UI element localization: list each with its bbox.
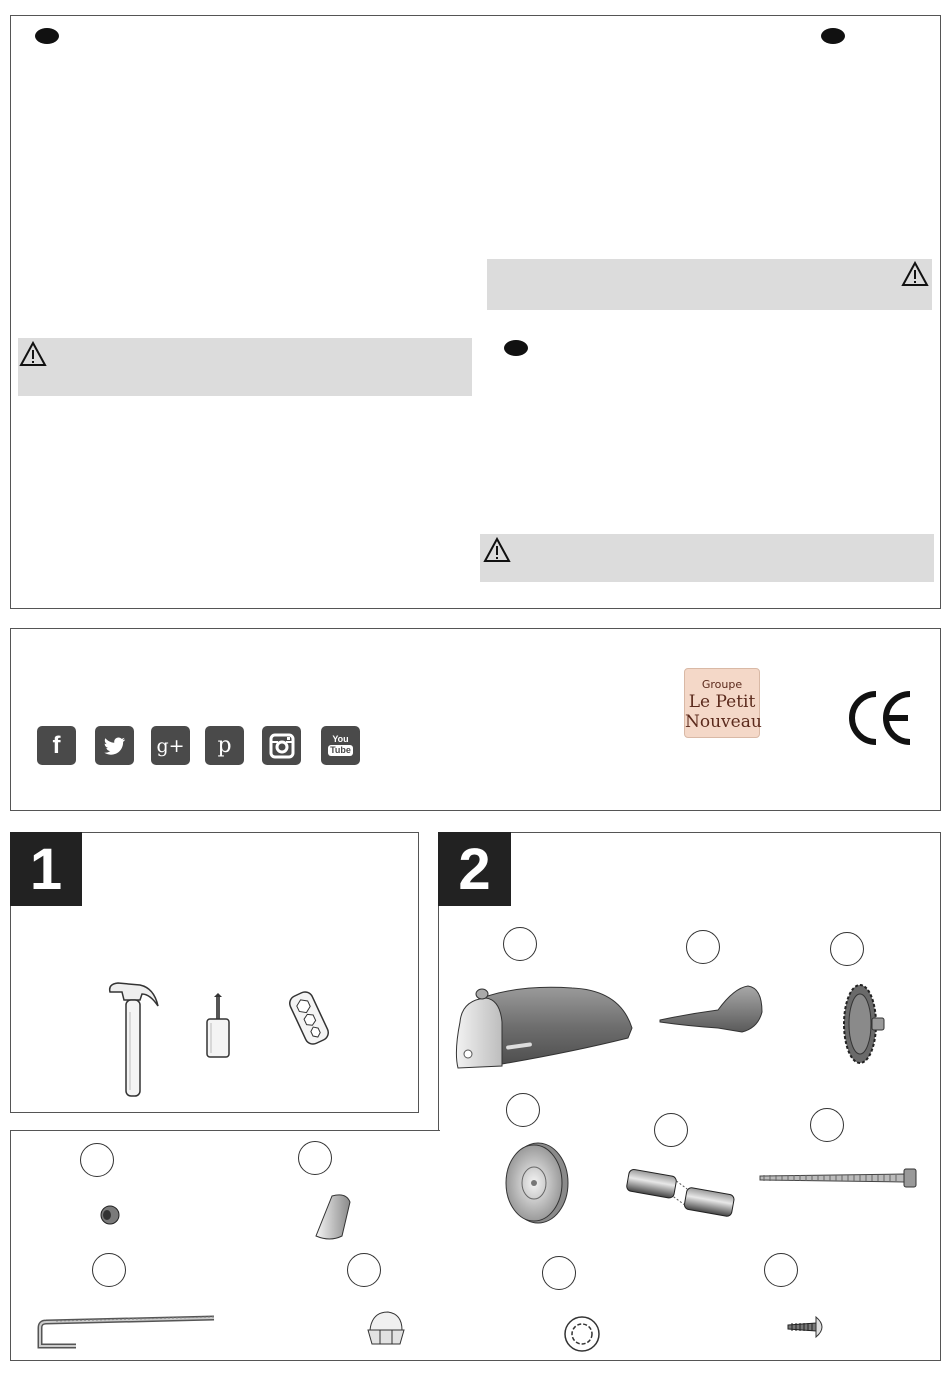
part-callout-circle bbox=[830, 932, 864, 966]
gear-wheel-part bbox=[840, 982, 886, 1066]
wheel-part bbox=[500, 1140, 570, 1226]
part-callout-circle bbox=[506, 1093, 540, 1127]
hammer-icon bbox=[106, 982, 162, 1098]
part-callout-circle bbox=[810, 1108, 844, 1142]
warning-triangle-icon bbox=[901, 261, 929, 287]
youtube-label-top: You bbox=[332, 734, 349, 744]
part-callout-circle bbox=[764, 1253, 798, 1287]
warning-triangle-icon bbox=[19, 341, 47, 367]
small-parts-mask bbox=[430, 1131, 450, 1360]
language-marker-1 bbox=[35, 28, 59, 44]
logo-line-2: Le Petit bbox=[688, 692, 756, 712]
twitter-icon[interactable] bbox=[95, 726, 134, 765]
youtube-icon[interactable] bbox=[321, 726, 360, 765]
wrench-icon bbox=[283, 990, 335, 1046]
short-screw-part bbox=[786, 1313, 830, 1341]
twitter-bird-icon bbox=[104, 737, 126, 755]
seat-part bbox=[658, 982, 766, 1036]
language-marker-2 bbox=[821, 28, 845, 44]
part-callout-circle bbox=[92, 1253, 126, 1287]
step-2-number: 2 bbox=[438, 832, 511, 906]
googleplus-icon[interactable]: g+ bbox=[151, 726, 190, 765]
youtube-label-bottom: Tube bbox=[330, 745, 351, 755]
camera-icon bbox=[268, 732, 296, 760]
logo-line-3: Nouveau bbox=[685, 712, 762, 732]
dome-nut-part bbox=[364, 1310, 408, 1350]
cap-nut-small-part bbox=[98, 1204, 122, 1226]
instagram-icon[interactable] bbox=[262, 726, 301, 765]
ce-mark-icon bbox=[846, 688, 912, 748]
long-screw-part bbox=[758, 1166, 920, 1190]
instructions-panel bbox=[10, 15, 941, 609]
part-callout-circle bbox=[503, 927, 537, 961]
step-1-number: 1 bbox=[10, 832, 82, 906]
end-cap-part bbox=[312, 1192, 358, 1242]
logo-line-1: Groupe bbox=[701, 678, 743, 691]
screwdriver-icon bbox=[202, 993, 234, 1059]
part-callout-circle bbox=[686, 930, 720, 964]
facebook-icon[interactable]: f bbox=[37, 726, 76, 765]
brand-panel bbox=[10, 628, 941, 811]
tank-body-part bbox=[452, 982, 636, 1072]
language-marker-3 bbox=[504, 340, 528, 356]
warning-box-right-bottom bbox=[480, 534, 934, 582]
warning-triangle-icon bbox=[483, 537, 511, 563]
warning-box-right-top bbox=[487, 259, 932, 310]
lock-washer-part bbox=[560, 1314, 604, 1354]
brand-logo bbox=[684, 668, 760, 738]
pinterest-icon[interactable]: p bbox=[205, 726, 244, 765]
part-callout-circle bbox=[347, 1253, 381, 1287]
part-callout-circle bbox=[542, 1256, 576, 1290]
part-callout-circle bbox=[80, 1143, 114, 1177]
part-callout-circle bbox=[654, 1113, 688, 1147]
steel-rod-part bbox=[36, 1312, 218, 1352]
warning-box-left bbox=[18, 338, 472, 396]
axle-tubes-part bbox=[622, 1168, 740, 1222]
part-callout-circle bbox=[298, 1141, 332, 1175]
